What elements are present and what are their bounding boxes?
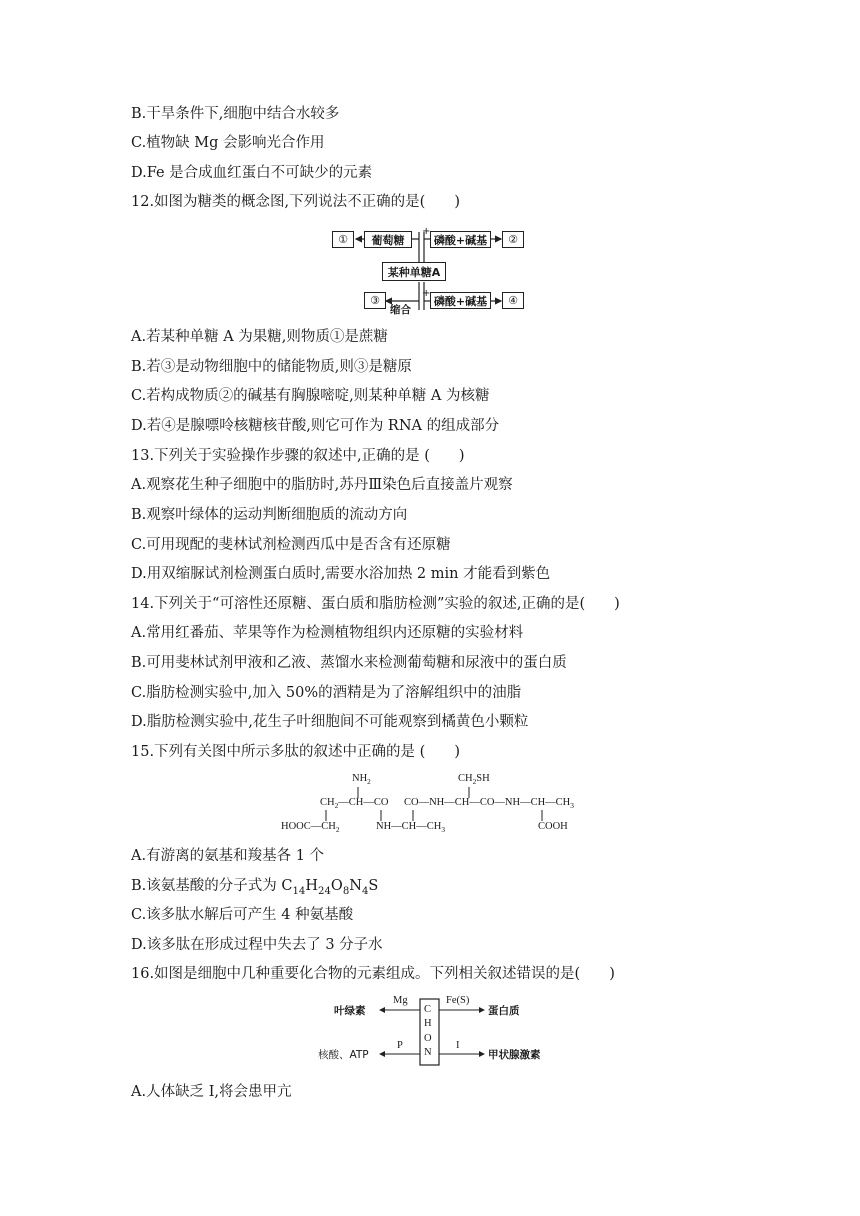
ch2-group: CH [320,797,335,808]
option-line: C.若构成物质②的碱基有胸腺嘧啶,则某种单糖 A 为核糖 [131,388,490,404]
protein-label: 蛋白质 [488,1005,520,1017]
element-h: H [424,1018,432,1029]
option-b-text: B.该氨基酸的分子式为 [131,878,282,894]
box-4: ④ [502,292,524,309]
option-line: D.用双缩脲试剂检测蛋白质时,需要水浴加热 2 min 才能看到紫色 [131,566,551,582]
box-glucose: 葡萄糖 [364,231,412,248]
option-line: A.若某种单糖 A 为果糖,则物质①是蔗糖 [131,329,388,345]
i-label: I [456,1040,460,1051]
option-line: A.观察花生种子细胞中的脂肪时,苏丹Ⅲ染色后直接盖片观察 [131,477,513,493]
option-line: D.若④是腺嘌呤核糖核苷酸,则它可作为 RNA 的组成部分 [131,418,500,434]
box-monosaccharide-a: 某种单糖A [382,262,446,281]
box-1: ① [332,231,354,248]
option-line: B.观察叶绿体的运动判断细胞质的流动方向 [131,507,408,523]
molecular-formula: $C_{14}H_{24}O_8N_4S$ [281,878,379,897]
option-line: D.该多肽在形成过程中失去了 3 分子水 [131,937,383,953]
box-2: ② [502,231,524,248]
option-line: B.干旱条件下,细胞中结合水较多 [131,106,340,122]
element-o: O [424,1033,432,1044]
question-12: 12.如图为糖类的概念图,下列说法不正确的是( ) [131,194,460,210]
nh2-group: NH [352,773,368,784]
box-3: ③ [364,292,386,309]
option-line: B.若③是动物细胞中的储能物质,则③是糖原 [131,359,412,375]
option-line: D.Fe 是合成血红蛋白不可缺少的元素 [131,165,373,181]
condensation-label: 缩合 [390,304,411,316]
ch2sh-group: CH [458,773,473,784]
plus-sign: + [422,226,431,237]
peptide-chain: CO—NH—CH—CO—NH—CH—CH [404,797,571,808]
cooh-group: COOH [538,821,568,832]
plus-sign: + [422,288,431,299]
question-13: 13.下列关于实验操作步骤的叙述中,正确的是 ( ) [131,448,465,464]
question-16: 16.如图是细胞中几种重要化合物的元素组成。下列相关叙述错误的是( ) [131,966,615,982]
thyroid-hormone-label: 甲状腺激素 [488,1049,541,1061]
question-14: 14.下列关于“可溶性还原糖、蛋白质和脂肪检测”实验的叙述,正确的是( ) [131,596,620,612]
hooc-ch2-group: HOOC—CH [281,821,336,832]
option-line: D.脂肪检测实验中,花生子叶细胞间不可能观察到橘黄色小颗粒 [131,714,529,730]
chlorophyll-label: 叶绿素 [334,1005,366,1017]
option-line [131,876,378,902]
fe-s-label: Fe(S) [446,995,470,1006]
element-n: N [424,1047,432,1058]
nh-ch-ch3-group: NH—CH—CH [376,821,442,832]
option-line: C.可用现配的斐林试剂检测西瓜中是否含有还原糖 [131,537,451,553]
option-line: A.有游离的氨基和羧基各 1 个 [131,848,325,864]
mg-label: Mg [393,995,408,1006]
question-15: 15.下列有关图中所示多肽的叙述中正确的是 ( ) [131,744,460,760]
p-label: P [397,1040,403,1051]
option-line: C.植物缺 Mg 会影响光合作用 [131,135,325,151]
element-c: C [424,1004,432,1015]
box-phosphate-base: 磷酸+碱基 [430,231,491,248]
option-line: B.可用斐林试剂甲液和乙液、蒸馏水来检测葡萄糖和尿液中的蛋白质 [131,655,567,671]
option-line: C.脂肪检测实验中,加入 50%的酒精是为了溶解组织中的油脂 [131,685,522,701]
option-line: A.常用红番茄、苹果等作为检测植物组织内还原糖的实验材料 [131,625,524,641]
box-phosphate-base-2: 磷酸+碱基 [430,292,491,309]
option-line: A.人体缺乏 I,将会患甲亢 [131,1084,292,1100]
option-line: C.该多肽水解后可产生 4 种氨基酸 [131,907,354,923]
nucleic-acid-atp-label: 核酸、ATP [318,1049,369,1061]
